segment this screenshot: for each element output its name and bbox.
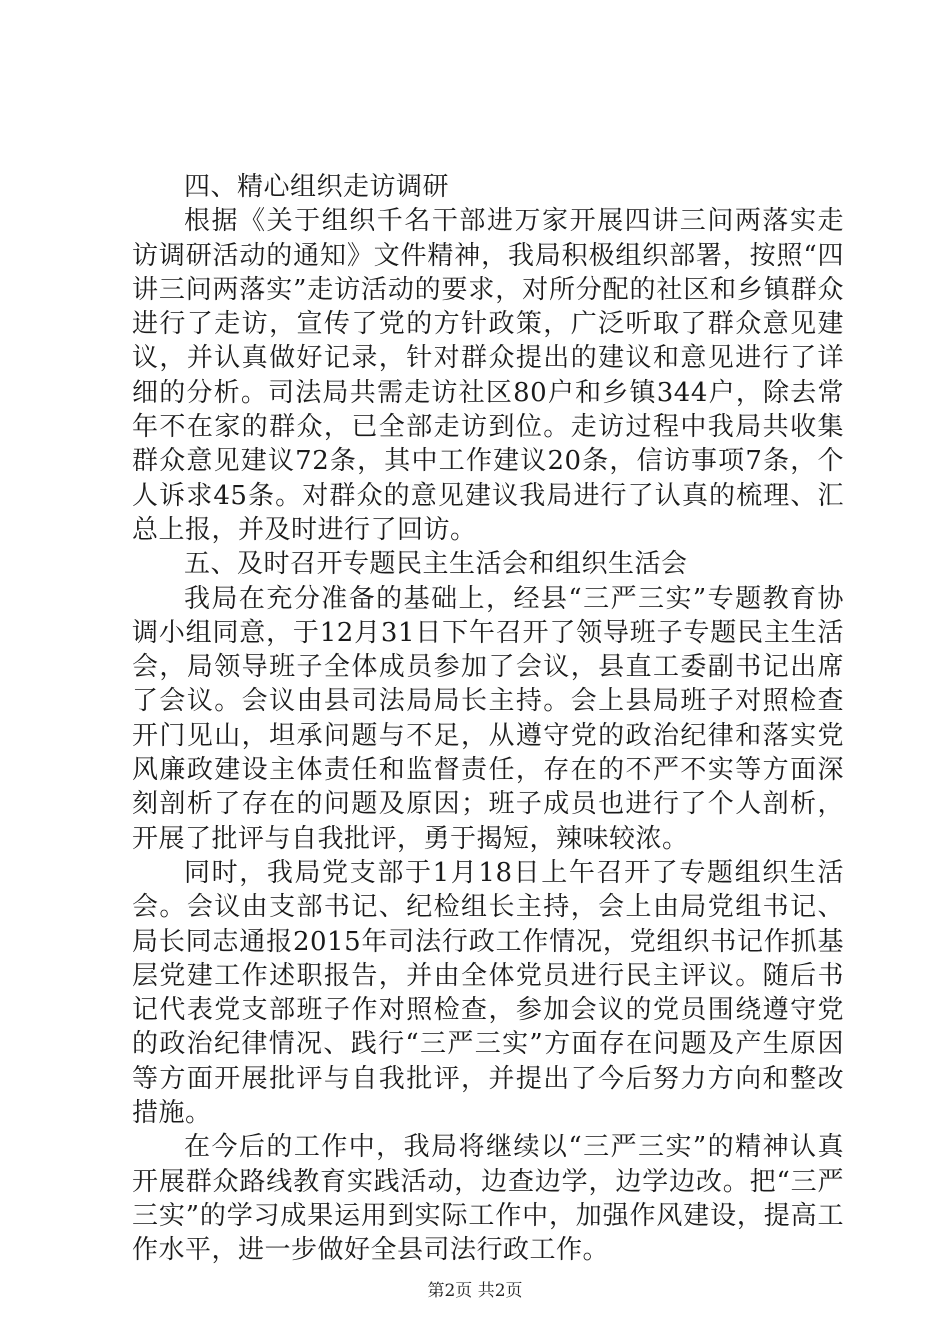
paragraph-democratic-meeting: 我局在充分准备的基础上，经县“三严三实”专题教育协调小组同意，于12月31日下午召开了领导班子专题民主生活会，局领导班子全体成员参加了会议，县直工委副书记出席了会议。会议由县司法局局长主持。会上县局班子对照检查开门见山，坦承问题与不足，从遵守党的政治纪律和落实党风廉政建设主体责任和监督责任，存在的不严不实等方面深刻剖析了存在的问题及原因；班子成员也进行了个人剖析，开展了批评与自我批评，勇于揭短，辣味较浓。: [132, 583, 844, 854]
paragraph-visit-research: 根据《关于组织千名干部进万家开展四讲三问两落实走访调研活动的通知》文件精神，我局积极组织部署，按照“四讲三问两落实”走访活动的要求，对所分配的社区和乡镇群众进行了走访，宣传了党的方针政策，广泛听取了群众意见建议，并认真做好记录，针对群众提出的建议和意见进行了详细的分析。司法局共需走访社区80户和乡镇344户，除去常年不在家的群众，已全部走访到位。走访过程中我局共收集群众意见建议72条，其中工作建议20条，信访事项7条，个人诉求45条。对群众的意见建议我局进行了认真的梳理、汇总上报，并及时进行了回访。: [132, 206, 844, 545]
section-heading-4: 四、精心组织走访调研: [184, 172, 450, 202]
paragraph-future-work: 在今后的工作中，我局将继续以“三严三实”的精神认真开展群众路线教育实践活动，边查边学，边学边改。把“三严三实”的学习成果运用到实际工作中，加强作风建设，提高工作水平，进一步做好全县司法行政工作。: [132, 1132, 844, 1266]
section-heading-5: 五、及时召开专题民主生活会和组织生活会: [184, 549, 688, 580]
page-footer: 第2页 共2页: [427, 1281, 523, 1301]
document-body: [132, 170, 844, 1268]
paragraph-organization-meeting: 同时，我局党支部于1月18日上午召开了专题组织生活会。会议由支部书记、纪检组长主持，会上由局党组书记、局长同志通报2015年司法行政工作情况，党组织书记作抓基层党建工作述职报告，并由全体党员进行民主评议。随后书记代表党支部班子作对照检查，参加会议的党员围绕遵守党的政治纪律情况、践行“三严三实”方面存在问题及产生原因等方面开展批评与自我批评，并提出了今后努力方向和整改措施。: [132, 857, 844, 1129]
